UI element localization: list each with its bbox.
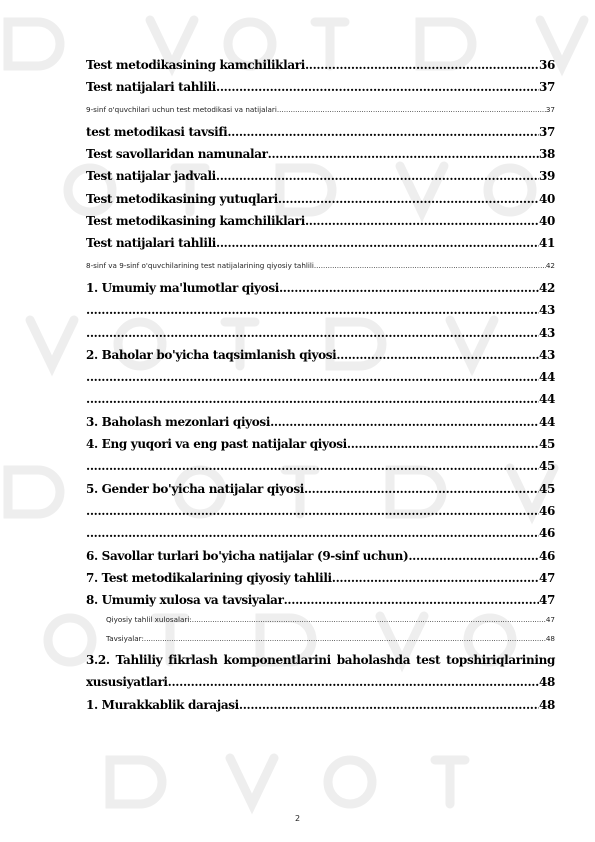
toc-dot-leader [86, 366, 539, 388]
toc-entry-page: 39 [539, 169, 555, 184]
toc-entry-page: 42 [545, 260, 555, 270]
toc-entry-title: 4. Eng yuqori va eng past natijalar qiyosi [86, 437, 347, 452]
toc-entry-title: xususiyatlari [86, 675, 168, 690]
toc-entry-page: 41 [539, 236, 555, 251]
toc-dot-leader [268, 143, 539, 165]
toc-dot-leader [239, 694, 539, 716]
page-number: 2 [294, 814, 301, 823]
toc-entry[interactable] [86, 188, 555, 210]
toc-dot-leader [284, 589, 539, 611]
toc-entry[interactable] [86, 299, 555, 321]
toc-dot-leader [305, 210, 539, 232]
toc-entry-title: 8. Umumiy xulosa va tavsiyalar [86, 593, 284, 608]
toc-dot-leader [86, 299, 539, 321]
toc-entry[interactable] [86, 411, 555, 433]
toc-entry-title: Test savollaridan namunalar [86, 147, 268, 162]
toc-entry[interactable] [86, 388, 555, 410]
toc-entry[interactable] [86, 54, 555, 76]
toc-entry[interactable] [86, 232, 555, 254]
toc-entry-title: Qiyosiy tahlil xulosalari: [106, 615, 192, 625]
toc-entry-title: 3. Baholash mezonlari qiyosi [86, 414, 271, 429]
toc-entry-title: Test metodikasining yutuqlari [86, 191, 278, 206]
toc-entry-title: 2. Baholar bo'yicha taqsimlanish qiyosi [86, 347, 337, 362]
toc-dot-leader [279, 277, 539, 299]
toc-entry-page: 46 [539, 503, 555, 518]
toc-dot-leader [277, 99, 546, 121]
toc-entry-title: Tavsiyalar: [106, 634, 144, 644]
toc-entry[interactable] [86, 366, 555, 388]
toc-entry-page: 45 [539, 459, 555, 474]
toc-dot-leader [86, 455, 539, 477]
toc-entry-page: 43 [539, 347, 555, 362]
toc-entry[interactable] [86, 589, 555, 611]
toc-entry-page: 40 [539, 191, 555, 206]
toc-entry-page: 37 [539, 80, 555, 95]
toc-entry[interactable] [86, 99, 555, 121]
toc-entry[interactable] [86, 478, 555, 500]
toc-dot-leader [304, 478, 539, 500]
toc-entry-page: 46 [539, 526, 555, 541]
toc-entry-page: 48 [539, 675, 555, 690]
toc-entry-page: 47 [539, 593, 555, 608]
toc-entry-page: 45 [539, 437, 555, 452]
toc-entry-page: 38 [539, 147, 555, 162]
table-of-contents [86, 54, 555, 716]
toc-entry-title: Test natijalar jadvali [86, 169, 216, 184]
toc-dot-leader [216, 232, 539, 254]
toc-entry[interactable] [86, 611, 555, 630]
toc-entry-page: 43 [539, 325, 555, 340]
toc-dot-leader [347, 433, 539, 455]
toc-entry[interactable] [86, 455, 555, 477]
toc-dot-leader [144, 630, 546, 649]
toc-entry-page: 40 [539, 214, 555, 229]
toc-entry[interactable] [86, 255, 555, 277]
toc-entry-title: 1. Murakkablik darajasi [86, 697, 239, 712]
toc-entry[interactable] [86, 545, 555, 567]
toc-entry-page: 45 [539, 481, 555, 496]
toc-entry[interactable] [86, 344, 555, 366]
toc-dot-leader [86, 522, 539, 544]
toc-entry-multiline[interactable] [86, 649, 555, 671]
toc-dot-leader [270, 411, 539, 433]
toc-dot-leader [192, 611, 546, 630]
toc-entry[interactable] [86, 143, 555, 165]
toc-entry[interactable] [86, 567, 555, 589]
toc-entry[interactable] [86, 76, 555, 98]
toc-dot-leader [227, 121, 539, 143]
toc-entry-page: 47 [539, 570, 555, 585]
toc-entry-page: 37 [539, 124, 555, 139]
toc-dot-leader [336, 344, 539, 366]
toc-entry-page: 43 [539, 303, 555, 318]
toc-entry[interactable] [86, 630, 555, 649]
toc-dot-leader [86, 388, 539, 410]
toc-entry-page: 44 [539, 370, 555, 385]
toc-entry-title: 9-sinf o'quvchilari uchun test metodikasi va natijalari [86, 104, 277, 114]
toc-entry[interactable] [86, 671, 555, 693]
toc-entry-page: 44 [539, 414, 555, 429]
toc-dot-leader [216, 76, 539, 98]
toc-dot-leader [314, 255, 546, 277]
toc-entry-page: 36 [539, 58, 555, 72]
toc-dot-leader [216, 165, 539, 187]
toc-entry-title: Test natijalari tahlili [86, 236, 217, 251]
toc-entry-page: 44 [539, 392, 555, 407]
toc-entry-title: 7. Test metodikalarining qiyosiy tahlili [86, 570, 332, 585]
toc-dot-leader [408, 545, 539, 567]
toc-entry-title: 5. Gender bo'yicha natijalar qiyosi [86, 481, 304, 496]
toc-entry-title: 3.2. Tahliliy fikrlash komponentlarini baholashda test topshiriqlarining [86, 653, 555, 668]
toc-dot-leader [86, 322, 539, 344]
toc-entry[interactable] [86, 121, 555, 143]
toc-entry[interactable] [86, 433, 555, 455]
toc-entry[interactable] [86, 277, 555, 299]
toc-dot-leader [168, 671, 539, 693]
toc-dot-leader [305, 54, 539, 76]
toc-entry[interactable] [86, 210, 555, 232]
toc-entry-title: 6. Savollar turlari bo'yicha natijalar (9-sinf uchun) [86, 548, 409, 563]
toc-entry-page: 48 [545, 634, 555, 644]
toc-entry-page: 48 [539, 697, 555, 712]
toc-dot-leader [278, 188, 539, 210]
toc-entry-title: Test natijalari tahlili [86, 80, 217, 95]
toc-entry-title: Test metodikasining kamchiliklari [86, 58, 305, 72]
toc-entry-title: 8-sinf va 9-sinf o'quvchilarining test natijalarining qiyosiy tahlili [86, 260, 314, 270]
toc-entry-title: test metodikasi tavsifi [86, 124, 228, 139]
toc-entry-page: 37 [545, 104, 555, 114]
toc-entry-page: 47 [545, 615, 555, 625]
toc-entry-title: 1. Umumiy ma'lumotlar qiyosi [86, 280, 279, 295]
toc-entry-title: Test metodikasining kamchiliklari [86, 214, 305, 229]
toc-entry[interactable] [86, 522, 555, 544]
toc-entry[interactable] [86, 500, 555, 522]
toc-entry[interactable] [86, 694, 555, 716]
toc-entry-page: 46 [539, 548, 555, 563]
toc-dot-leader [86, 500, 539, 522]
toc-dot-leader [332, 567, 539, 589]
toc-entry[interactable] [86, 322, 555, 344]
toc-entry-page: 42 [539, 280, 555, 295]
toc-entry[interactable] [86, 165, 555, 187]
